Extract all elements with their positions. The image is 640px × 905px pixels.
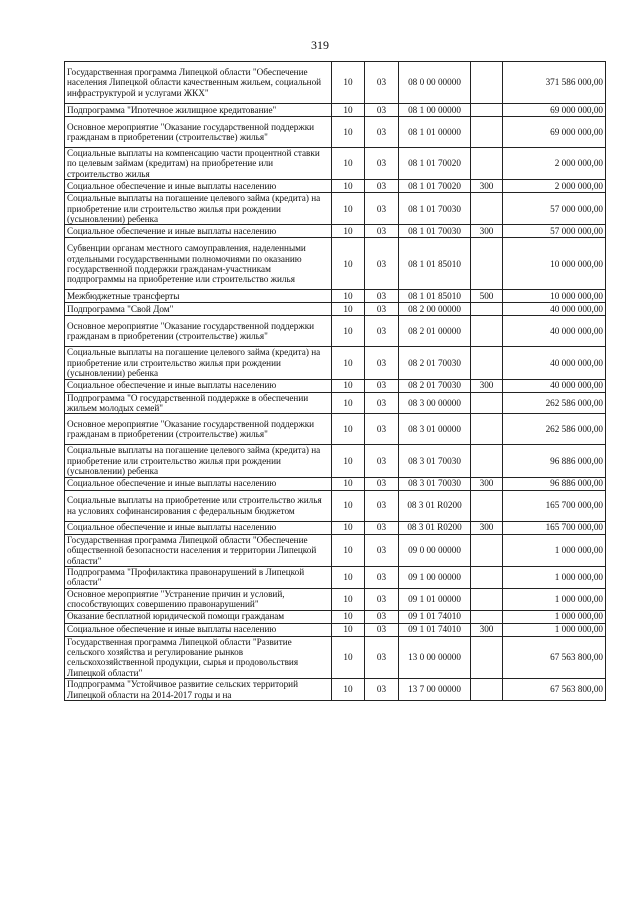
amount: 262 586 000,00 — [503, 414, 606, 445]
row-name: Социальное обеспечение и иные выплаты населению — [65, 379, 332, 392]
section-code: 10 — [332, 679, 365, 701]
target-article-code: 09 1 00 00000 — [399, 566, 471, 588]
section-code: 10 — [332, 379, 365, 392]
row-name: Государственная программа Липецкой области "Обеспечение населения Липецкой области качественным жильем, социальной инфраструктурой и услугами ЖКХ" — [65, 62, 332, 104]
target-article-code: 08 0 00 00000 — [399, 62, 471, 104]
expense-type-code — [471, 679, 503, 701]
row-name: Социальное обеспечение и иные выплаты населению — [65, 623, 332, 636]
amount: 1 000 000,00 — [503, 566, 606, 588]
section-code: 10 — [332, 623, 365, 636]
amount: 96 886 000,00 — [503, 477, 606, 490]
amount: 67 563 800,00 — [503, 636, 606, 679]
table-row — [65, 566, 606, 588]
target-article-code: 08 2 01 70030 — [399, 379, 471, 392]
table-row — [65, 588, 606, 610]
section-code: 10 — [332, 414, 365, 445]
subsection-code: 03 — [365, 225, 399, 238]
row-name: Основное мероприятие "Оказание государственной поддержки гражданам в приобретении (строительстве) жилья" — [65, 414, 332, 445]
target-article-code: 08 3 01 R0200 — [399, 521, 471, 534]
table-row — [65, 636, 606, 679]
row-name: Социальное обеспечение и иные выплаты населению — [65, 180, 332, 193]
row-name: Социальные выплаты на компенсацию части процентной ставки по целевым займам (кредитам) на приобретение или строительство жилья — [65, 148, 332, 180]
expense-type-code — [471, 62, 503, 104]
subsection-code: 03 — [365, 623, 399, 636]
amount: 40 000 000,00 — [503, 316, 606, 347]
target-article-code: 08 1 01 70030 — [399, 225, 471, 238]
expense-type-code — [471, 148, 503, 180]
subsection-code: 03 — [365, 193, 399, 225]
table-row — [65, 347, 606, 379]
expense-type-code — [471, 316, 503, 347]
target-article-code: 08 1 00 00000 — [399, 104, 471, 117]
subsection-code: 03 — [365, 636, 399, 679]
section-code: 10 — [332, 180, 365, 193]
subsection-code: 03 — [365, 566, 399, 588]
expense-type-code — [471, 445, 503, 477]
amount: 371 586 000,00 — [503, 62, 606, 104]
section-code: 10 — [332, 392, 365, 414]
amount: 2 000 000,00 — [503, 180, 606, 193]
amount: 69 000 000,00 — [503, 117, 606, 148]
table-row — [65, 623, 606, 636]
section-code: 10 — [332, 225, 365, 238]
row-name: Подпрограмма "О государственной поддержке в обеспечении жильем молодых семей" — [65, 392, 332, 414]
expense-type-code — [471, 193, 503, 225]
subsection-code: 03 — [365, 290, 399, 303]
subsection-code: 03 — [365, 679, 399, 701]
subsection-code: 03 — [365, 534, 399, 566]
expense-type-code — [471, 610, 503, 623]
amount: 40 000 000,00 — [503, 379, 606, 392]
table-row — [65, 414, 606, 445]
table-row — [65, 534, 606, 566]
table-row — [65, 117, 606, 148]
target-article-code: 08 1 01 70030 — [399, 193, 471, 225]
section-code: 10 — [332, 238, 365, 290]
subsection-code: 03 — [365, 445, 399, 477]
section-code: 10 — [332, 566, 365, 588]
amount: 10 000 000,00 — [503, 290, 606, 303]
target-article-code: 08 1 01 85010 — [399, 238, 471, 290]
subsection-code: 03 — [365, 117, 399, 148]
table-row — [65, 148, 606, 180]
subsection-code: 03 — [365, 316, 399, 347]
table-row — [65, 303, 606, 316]
expense-type-code — [471, 104, 503, 117]
page-number: 319 — [311, 38, 329, 52]
amount: 2 000 000,00 — [503, 148, 606, 180]
amount: 57 000 000,00 — [503, 225, 606, 238]
table-row — [65, 225, 606, 238]
subsection-code: 03 — [365, 148, 399, 180]
amount: 1 000 000,00 — [503, 610, 606, 623]
table-row — [65, 379, 606, 392]
section-code: 10 — [332, 490, 365, 521]
subsection-code: 03 — [365, 610, 399, 623]
section-code: 10 — [332, 193, 365, 225]
row-name: Социальные выплаты на приобретение или строительство жилья на условиях софинансирования с федеральным бюджетом — [65, 490, 332, 521]
target-article-code: 09 1 01 74010 — [399, 610, 471, 623]
amount: 67 563 800,00 — [503, 679, 606, 701]
subsection-code: 03 — [365, 392, 399, 414]
table-row — [65, 104, 606, 117]
expense-type-code — [471, 588, 503, 610]
table-row — [65, 610, 606, 623]
expense-type-code — [471, 490, 503, 521]
table-row — [65, 521, 606, 534]
target-article-code: 09 0 00 00000 — [399, 534, 471, 566]
row-name: Основное мероприятие "Оказание государственной поддержки гражданам в приобретении (строительстве) жилья" — [65, 316, 332, 347]
table-row — [65, 490, 606, 521]
table-row — [65, 679, 606, 701]
target-article-code: 08 2 01 00000 — [399, 316, 471, 347]
section-code: 10 — [332, 477, 365, 490]
table-row — [65, 316, 606, 347]
row-name: Государственная программа Липецкой области "Развитие сельского хозяйства и регулирование рынков сельскохозяйственной продукции, сырья и продовольствия Липецкой области" — [65, 636, 332, 679]
target-article-code: 08 2 01 70030 — [399, 347, 471, 379]
section-code: 10 — [332, 290, 365, 303]
expense-type-code — [471, 534, 503, 566]
row-name: Межбюджетные трансферты — [65, 290, 332, 303]
expense-type-code — [471, 117, 503, 148]
row-name: Социальное обеспечение и иные выплаты населению — [65, 225, 332, 238]
expense-type-code: 500 — [471, 290, 503, 303]
row-name: Государственная программа Липецкой области "Обеспечение общественной безопасности населения и территории Липецкой области" — [65, 534, 332, 566]
budget-table-body — [65, 62, 606, 701]
section-code: 10 — [332, 588, 365, 610]
table-row — [65, 193, 606, 225]
section-code: 10 — [332, 347, 365, 379]
subsection-code: 03 — [365, 414, 399, 445]
table-row — [65, 477, 606, 490]
subsection-code: 03 — [365, 104, 399, 117]
section-code: 10 — [332, 62, 365, 104]
target-article-code: 08 1 01 00000 — [399, 117, 471, 148]
subsection-code: 03 — [365, 303, 399, 316]
target-article-code: 08 2 00 00000 — [399, 303, 471, 316]
target-article-code: 13 7 00 00000 — [399, 679, 471, 701]
row-name: Субвенции органам местного самоуправления, наделенными отдельными государственными полномочиями по оказанию государственной поддержки гражданам-участникам подпрограммы на приобретение или строительство жилья — [65, 238, 332, 290]
section-code: 10 — [332, 445, 365, 477]
subsection-code: 03 — [365, 588, 399, 610]
expense-type-code: 300 — [471, 180, 503, 193]
expense-type-code: 300 — [471, 379, 503, 392]
row-name: Оказание бесплатной юридической помощи гражданам — [65, 610, 332, 623]
row-name: Социальные выплаты на погашение целевого займа (кредита) на приобретение или строительство жилья при рождении (усыновлении) ребенка — [65, 445, 332, 477]
target-article-code: 08 3 01 70030 — [399, 477, 471, 490]
section-code: 10 — [332, 303, 365, 316]
row-name: Подпрограмма "Ипотечное жилищное кредитование" — [65, 104, 332, 117]
section-code: 10 — [332, 104, 365, 117]
target-article-code: 09 1 01 00000 — [399, 588, 471, 610]
section-code: 10 — [332, 117, 365, 148]
amount: 1 000 000,00 — [503, 534, 606, 566]
table-row — [65, 290, 606, 303]
amount: 57 000 000,00 — [503, 193, 606, 225]
budget-table — [64, 61, 606, 701]
section-code: 10 — [332, 521, 365, 534]
expense-type-code — [471, 636, 503, 679]
table-row — [65, 238, 606, 290]
expense-type-code — [471, 303, 503, 316]
row-name: Основное мероприятие "Оказание государственной поддержки гражданам в приобретении (строительстве) жилья" — [65, 117, 332, 148]
amount: 1 000 000,00 — [503, 623, 606, 636]
expense-type-code: 300 — [471, 521, 503, 534]
table-row — [65, 445, 606, 477]
row-name: Подпрограмма "Свой Дом" — [65, 303, 332, 316]
amount: 40 000 000,00 — [503, 303, 606, 316]
expense-type-code: 300 — [471, 477, 503, 490]
amount: 96 886 000,00 — [503, 445, 606, 477]
expense-type-code — [471, 414, 503, 445]
subsection-code: 03 — [365, 477, 399, 490]
row-name: Социальные выплаты на погашение целевого займа (кредита) на приобретение или строительство жилья при рождении (усыновлении) ребенка — [65, 347, 332, 379]
target-article-code: 08 3 01 70030 — [399, 445, 471, 477]
target-article-code: 08 1 01 85010 — [399, 290, 471, 303]
target-article-code: 08 1 01 70020 — [399, 148, 471, 180]
target-article-code: 08 1 01 70020 — [399, 180, 471, 193]
row-name: Социальные выплаты на погашение целевого займа (кредита) на приобретение или строительство жилья при рождении (усыновлении) ребенка — [65, 193, 332, 225]
row-name: Социальное обеспечение и иные выплаты населению — [65, 477, 332, 490]
row-name: Подпрограмма "Профилактика правонарушений в Липецкой области" — [65, 566, 332, 588]
subsection-code: 03 — [365, 379, 399, 392]
subsection-code: 03 — [365, 490, 399, 521]
amount: 262 586 000,00 — [503, 392, 606, 414]
amount: 1 000 000,00 — [503, 588, 606, 610]
expense-type-code: 300 — [471, 225, 503, 238]
amount: 40 000 000,00 — [503, 347, 606, 379]
target-article-code: 09 1 01 74010 — [399, 623, 471, 636]
expense-type-code — [471, 566, 503, 588]
section-code: 10 — [332, 316, 365, 347]
section-code: 10 — [332, 148, 365, 180]
expense-type-code — [471, 392, 503, 414]
expense-type-code — [471, 347, 503, 379]
table-row — [65, 392, 606, 414]
target-article-code: 08 3 00 00000 — [399, 392, 471, 414]
section-code: 10 — [332, 610, 365, 623]
target-article-code: 08 3 01 00000 — [399, 414, 471, 445]
amount: 69 000 000,00 — [503, 104, 606, 117]
subsection-code: 03 — [365, 238, 399, 290]
expense-type-code — [471, 238, 503, 290]
subsection-code: 03 — [365, 347, 399, 379]
subsection-code: 03 — [365, 180, 399, 193]
amount: 165 700 000,00 — [503, 521, 606, 534]
subsection-code: 03 — [365, 521, 399, 534]
target-article-code: 08 3 01 R0200 — [399, 490, 471, 521]
amount: 10 000 000,00 — [503, 238, 606, 290]
subsection-code: 03 — [365, 62, 399, 104]
row-name: Социальное обеспечение и иные выплаты населению — [65, 521, 332, 534]
table-row — [65, 180, 606, 193]
target-article-code: 13 0 00 00000 — [399, 636, 471, 679]
row-name: Подпрограмма "Устойчивое развитие сельских территорий Липецкой области на 2014-2017 годы и на — [65, 679, 332, 701]
amount: 165 700 000,00 — [503, 490, 606, 521]
section-code: 10 — [332, 636, 365, 679]
expense-type-code: 300 — [471, 623, 503, 636]
row-name: Основное мероприятие "Устранение причин и условий, способствующих совершению правонарушений" — [65, 588, 332, 610]
section-code: 10 — [332, 534, 365, 566]
table-row — [65, 62, 606, 104]
